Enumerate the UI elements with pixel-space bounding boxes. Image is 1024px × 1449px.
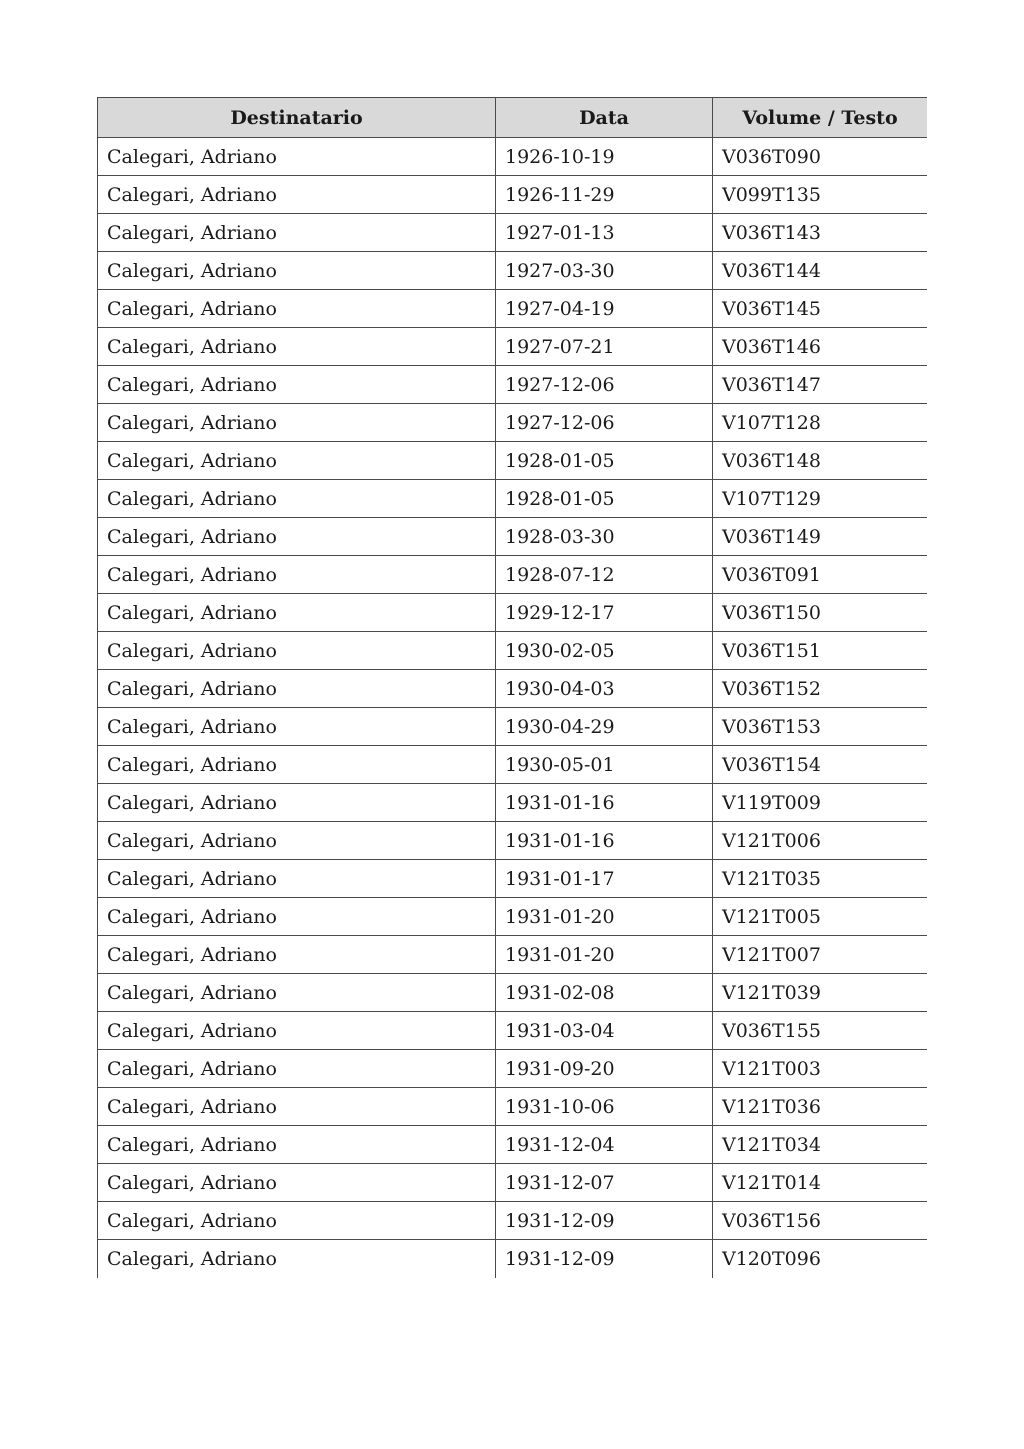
cell-volume-testo: V107T128 xyxy=(713,404,928,442)
cell-volume-testo: V036T146 xyxy=(713,328,928,366)
cell-destinatario: Calegari, Adriano xyxy=(98,860,496,898)
cell-destinatario: Calegari, Adriano xyxy=(98,176,496,214)
table-row xyxy=(98,1240,928,1278)
cell-data: 1931-12-09 xyxy=(496,1240,713,1278)
table-row xyxy=(98,708,928,746)
cell-data: 1931-01-16 xyxy=(496,784,713,822)
cell-volume-testo: V121T005 xyxy=(713,898,928,936)
table-row xyxy=(98,1088,928,1126)
header-row xyxy=(98,98,928,138)
cell-volume-testo: V121T003 xyxy=(713,1050,928,1088)
cell-data: 1930-02-05 xyxy=(496,632,713,670)
cell-destinatario: Calegari, Adriano xyxy=(98,556,496,594)
table-row xyxy=(98,556,928,594)
cell-volume-testo: V036T150 xyxy=(713,594,928,632)
cell-destinatario: Calegari, Adriano xyxy=(98,1164,496,1202)
cell-destinatario: Calegari, Adriano xyxy=(98,138,496,176)
cell-volume-testo: V036T152 xyxy=(713,670,928,708)
cell-data: 1927-03-30 xyxy=(496,252,713,290)
cell-destinatario: Calegari, Adriano xyxy=(98,442,496,480)
cell-volume-testo: V036T143 xyxy=(713,214,928,252)
table-row xyxy=(98,328,928,366)
cell-data: 1931-12-04 xyxy=(496,1126,713,1164)
cell-volume-testo: V099T135 xyxy=(713,176,928,214)
cell-data: 1929-12-17 xyxy=(496,594,713,632)
table-row xyxy=(98,1164,928,1202)
cell-destinatario: Calegari, Adriano xyxy=(98,632,496,670)
cell-destinatario: Calegari, Adriano xyxy=(98,252,496,290)
cell-destinatario: Calegari, Adriano xyxy=(98,214,496,252)
table-row xyxy=(98,252,928,290)
table-row xyxy=(98,214,928,252)
cell-destinatario: Calegari, Adriano xyxy=(98,784,496,822)
cell-volume-testo: V036T156 xyxy=(713,1202,928,1240)
cell-volume-testo: V119T009 xyxy=(713,784,928,822)
cell-data: 1931-01-20 xyxy=(496,936,713,974)
table-header xyxy=(98,98,928,138)
cell-destinatario: Calegari, Adriano xyxy=(98,1012,496,1050)
table-row xyxy=(98,1012,928,1050)
table-row xyxy=(98,366,928,404)
cell-destinatario: Calegari, Adriano xyxy=(98,708,496,746)
cell-volume-testo: V121T007 xyxy=(713,936,928,974)
cell-data: 1927-01-13 xyxy=(496,214,713,252)
cell-data: 1931-02-08 xyxy=(496,974,713,1012)
cell-data: 1927-04-19 xyxy=(496,290,713,328)
cell-volume-testo: V036T147 xyxy=(713,366,928,404)
letters-table xyxy=(97,97,927,1278)
cell-data: 1928-01-05 xyxy=(496,480,713,518)
cell-volume-testo: V036T148 xyxy=(713,442,928,480)
cell-destinatario: Calegari, Adriano xyxy=(98,328,496,366)
table-row xyxy=(98,822,928,860)
table-row xyxy=(98,594,928,632)
cell-data: 1930-05-01 xyxy=(496,746,713,784)
cell-data: 1927-12-06 xyxy=(496,366,713,404)
cell-destinatario: Calegari, Adriano xyxy=(98,822,496,860)
header-volume-testo: Volume / Testo xyxy=(713,98,928,138)
cell-destinatario: Calegari, Adriano xyxy=(98,594,496,632)
header-data: Data xyxy=(496,98,713,138)
cell-data: 1931-12-09 xyxy=(496,1202,713,1240)
cell-volume-testo: V121T036 xyxy=(713,1088,928,1126)
table-row xyxy=(98,632,928,670)
cell-destinatario: Calegari, Adriano xyxy=(98,1126,496,1164)
table-row xyxy=(98,290,928,328)
table-row xyxy=(98,670,928,708)
table-row xyxy=(98,784,928,822)
letters-table-container xyxy=(97,97,927,1312)
table-row xyxy=(98,974,928,1012)
cell-destinatario: Calegari, Adriano xyxy=(98,480,496,518)
cell-destinatario: Calegari, Adriano xyxy=(98,1202,496,1240)
cell-destinatario: Calegari, Adriano xyxy=(98,936,496,974)
cell-data: 1927-12-06 xyxy=(496,404,713,442)
cell-destinatario: Calegari, Adriano xyxy=(98,518,496,556)
cell-volume-testo: V121T035 xyxy=(713,860,928,898)
cell-destinatario: Calegari, Adriano xyxy=(98,670,496,708)
cell-volume-testo: V036T091 xyxy=(713,556,928,594)
cell-destinatario: Calegari, Adriano xyxy=(98,974,496,1012)
cell-data: 1927-07-21 xyxy=(496,328,713,366)
cell-volume-testo: V120T096 xyxy=(713,1240,928,1278)
cell-data: 1930-04-03 xyxy=(496,670,713,708)
cell-volume-testo: V036T144 xyxy=(713,252,928,290)
cell-destinatario: Calegari, Adriano xyxy=(98,404,496,442)
cell-destinatario: Calegari, Adriano xyxy=(98,1050,496,1088)
cell-volume-testo: V107T129 xyxy=(713,480,928,518)
cell-volume-testo: V121T039 xyxy=(713,974,928,1012)
cell-data: 1931-01-17 xyxy=(496,860,713,898)
cell-destinatario: Calegari, Adriano xyxy=(98,746,496,784)
table-row xyxy=(98,936,928,974)
cell-data: 1930-04-29 xyxy=(496,708,713,746)
cell-data: 1928-03-30 xyxy=(496,518,713,556)
cell-volume-testo: V036T145 xyxy=(713,290,928,328)
cell-volume-testo: V036T151 xyxy=(713,632,928,670)
cell-volume-testo: V036T155 xyxy=(713,1012,928,1050)
cell-destinatario: Calegari, Adriano xyxy=(98,1088,496,1126)
cell-data: 1931-01-20 xyxy=(496,898,713,936)
cell-destinatario: Calegari, Adriano xyxy=(98,366,496,404)
cell-destinatario: Calegari, Adriano xyxy=(98,1240,496,1278)
cell-volume-testo: V036T153 xyxy=(713,708,928,746)
cell-volume-testo: V121T014 xyxy=(713,1164,928,1202)
cell-data: 1931-10-06 xyxy=(496,1088,713,1126)
cell-volume-testo: V036T154 xyxy=(713,746,928,784)
header-destinatario: Destinatario xyxy=(98,98,496,138)
cell-data: 1926-11-29 xyxy=(496,176,713,214)
table-row xyxy=(98,1202,928,1240)
cell-data: 1928-07-12 xyxy=(496,556,713,594)
table-row xyxy=(98,860,928,898)
cell-volume-testo: V121T006 xyxy=(713,822,928,860)
cell-data: 1931-03-04 xyxy=(496,1012,713,1050)
cell-data: 1928-01-05 xyxy=(496,442,713,480)
cell-data: 1926-10-19 xyxy=(496,138,713,176)
table-row xyxy=(98,746,928,784)
cell-data: 1931-01-16 xyxy=(496,822,713,860)
table-body xyxy=(98,138,928,1278)
cell-destinatario: Calegari, Adriano xyxy=(98,898,496,936)
table-row xyxy=(98,480,928,518)
table-row xyxy=(98,898,928,936)
cell-volume-testo: V036T149 xyxy=(713,518,928,556)
table-row xyxy=(98,442,928,480)
table-row xyxy=(98,138,928,176)
cell-volume-testo: V036T090 xyxy=(713,138,928,176)
table-row xyxy=(98,404,928,442)
cell-data: 1931-12-07 xyxy=(496,1164,713,1202)
table-row xyxy=(98,1126,928,1164)
cell-volume-testo: V121T034 xyxy=(713,1126,928,1164)
table-row xyxy=(98,518,928,556)
cell-destinatario: Calegari, Adriano xyxy=(98,290,496,328)
cell-data: 1931-09-20 xyxy=(496,1050,713,1088)
table-row xyxy=(98,176,928,214)
table-row xyxy=(98,1050,928,1088)
